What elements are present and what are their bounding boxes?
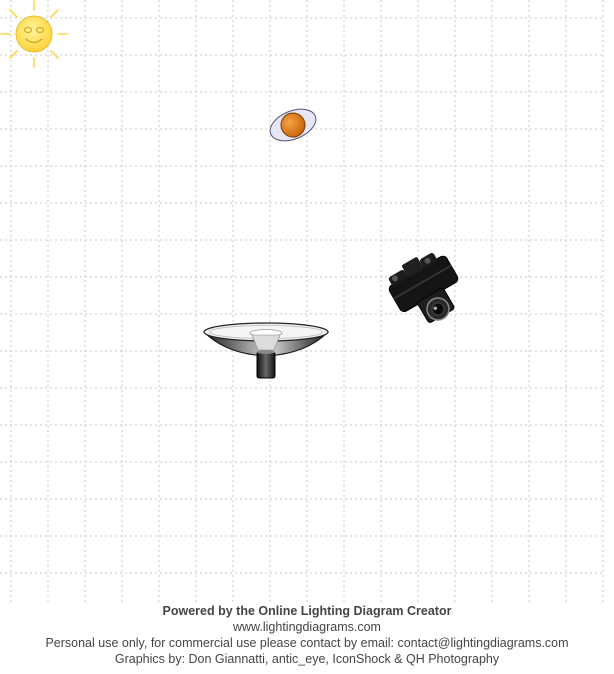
credits-title: Powered by the Online Lighting Diagram Creator [162, 604, 452, 618]
credits-url[interactable]: www.lightingdiagrams.com [233, 620, 381, 634]
credits-block [0, 603, 614, 667]
credits-graphics: Graphics by: Don Giannatti, antic_eye, IconShock & QH Photography [114, 652, 500, 666]
subject-head-icon[interactable] [266, 103, 321, 147]
beauty-dish-icon[interactable] [204, 323, 328, 378]
camera-icon[interactable] [381, 244, 472, 335]
sun-icon[interactable] [1, 1, 67, 67]
credits-license: Personal use only, for commercial use please contact by email: contact@lightingdiagrams.com [45, 636, 569, 650]
